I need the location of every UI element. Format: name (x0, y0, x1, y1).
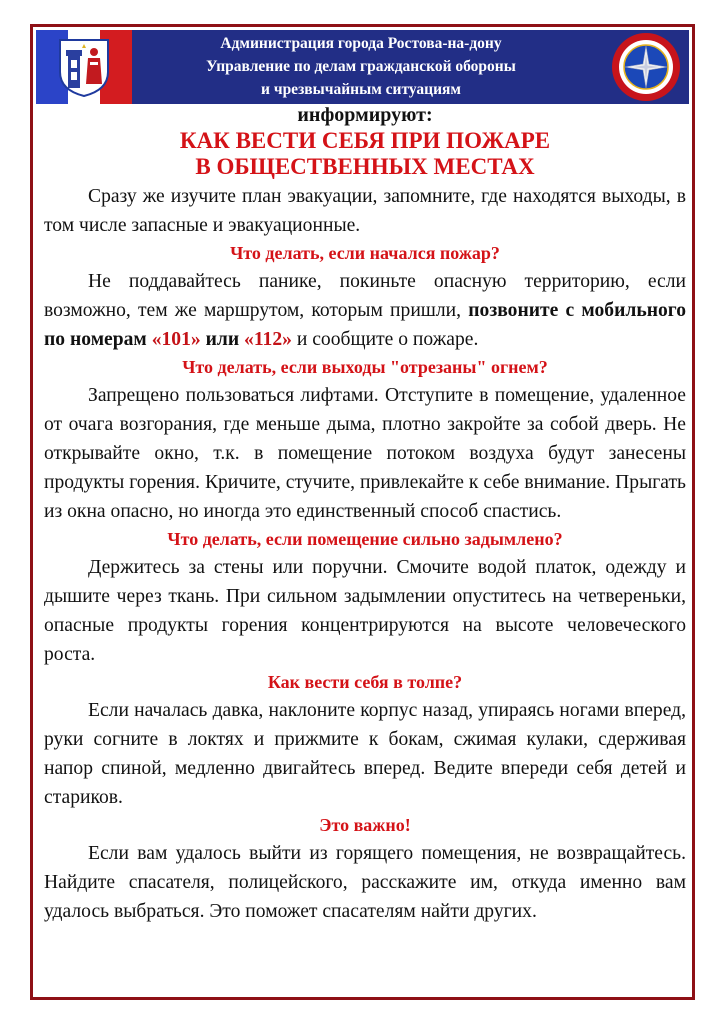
emergency-number-101: «101» (151, 329, 201, 350)
section-1-or-word: или (200, 329, 245, 350)
main-content (44, 104, 686, 926)
section-2-paragraph: Запрещено пользоваться лифтами. Отступите в помещение, удаленное от очага возгорания, где меньше дыма, плотно закройте за собой дверь. Не открывайте окно, т.к. в помещение потоком воздуха будут занесены продукты горения. Кричите, стучите, привлекайте к себе внимание. Прыгать из окна опасно, но иногда это единственный способ спастись. (44, 385, 686, 522)
intro-paragraph: Сразу же изучите план эвакуации, запомните, где находятся выходы, в том числе запасные и эвакуационные. (44, 186, 686, 236)
organization-name (136, 32, 586, 101)
section-3-paragraph: Держитесь за стены или поручни. Смочите водой платок, одежду и дышите через ткань. При сильном задымлении опуститесь на четвереньки, опасные продукты горения концентрируются на высоте человеческого роста. (44, 557, 686, 665)
emergency-number-112: «112» (244, 329, 292, 350)
section-1-text-b: и сообщите о пожаре. (291, 329, 479, 350)
page-title (44, 128, 686, 180)
emergency-management-emblem-icon (611, 32, 681, 102)
section-2-heading: Что делать, если выходы "отрезаны" огнем? (182, 357, 548, 377)
rostov-coat-of-arms-icon (54, 36, 114, 98)
inform-line: информируют: (297, 104, 433, 126)
section-5-paragraph: Если вам удалось выйти из горящего помещения, не возвращайтесь. Найдите спасателя, полицейского, расскажите им, откуда именно вам удалось выбраться. Это поможет спасателям найти других. (44, 843, 686, 922)
section-1-call-text: позвоните с мобильного по номерам (44, 300, 687, 350)
org-line-3: и чрезвычайным ситуациям (261, 81, 461, 98)
section-4-paragraph: Если началась давка, наклоните корпус назад, упираясь ногами вперед, руки согните в локтях и прижмите к бокам, сжимая кулаки, сдерживая напор спиной, медленно двигайтесь вперед. Ведите впереди себя детей и стариков. (44, 700, 686, 808)
title-line-2: В ОБЩЕСТВЕННЫХ МЕСТАХ (195, 154, 535, 179)
org-line-2: Управление по делам гражданской обороны (206, 58, 516, 75)
org-line-1: Администрация города Ростова-на-дону (220, 35, 502, 52)
section-3-heading: Что делать, если помещение сильно задымлено? (167, 529, 563, 549)
section-5-heading: Это важно! (319, 815, 411, 835)
section-4-heading: Как вести себя в толпе? (267, 672, 463, 692)
section-1-heading: Что делать, если начался пожар? (230, 243, 500, 263)
section-1-paragraph (44, 267, 686, 354)
section-1-text-a: Не поддавайтесь панике, покиньте опасную территорию, если возможно, тем же маршрутом, которым пришли, (44, 271, 686, 321)
header-banner (36, 30, 689, 104)
title-line-1: КАК ВЕСТИ СЕБЯ ПРИ ПОЖАРЕ (179, 128, 551, 153)
